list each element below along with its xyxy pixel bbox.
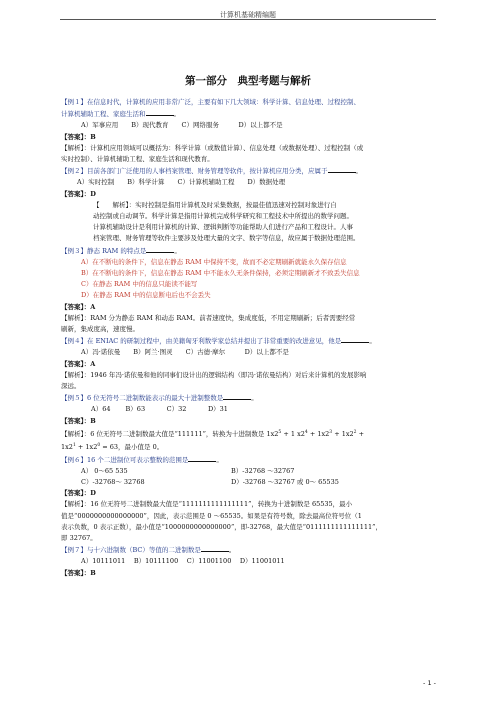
q3-explanation-cont: 刷新，集成度高，速度慢。 <box>61 325 139 334</box>
q3-option-a: A）在不断电的条件下，信息在静态 RAM 中保持不变，故而不必定期刷新就能永久保存信息 <box>81 257 347 266</box>
page-number: - 1 - <box>423 679 436 687</box>
q5-stem: 【例５】6 位无符号二进制数能表示的最大十进制整数是 。 <box>61 394 258 403</box>
q2-explanation: 【 解析】：实时控制是指用计算机及时采集数据，按最佳值迅速对控制对象进行自 动控制或自动调节。科学计算是指用计算机完成科学研究和工程技术中所提出的数学问题。 计算机辅助设计是利用计算机的计算、逻辑判断等功能帮助人们进行产品和工程设计。人事 档案管理、财务管理等软件主要涉及处理大量的文字、数字等信息，故应属于数据处理范围。 <box>93 200 360 243</box>
q1-explanation-cont: 实时控制）、计算机辅助工程、家庭生活和现代教育。 <box>61 155 214 164</box>
document-body <box>61 97 437 579</box>
q4-explanation: 【解析】：1946 年冯·诺依曼和他的同事们设计出的逻辑结构（即冯·诺依曼结构）对后来计算机的发展影响 <box>61 370 367 379</box>
answer-blank <box>146 108 174 116</box>
answer-blank <box>223 392 251 400</box>
answer-blank <box>188 454 216 462</box>
q7-answer: 【答案】：B <box>61 568 96 577</box>
q6-explanation-cont-3: 即 32767。 <box>61 534 97 543</box>
q7-options: A）10111011 B）10111100 C）11001100 D）11001011 <box>81 557 285 566</box>
q6-options-row-2: C）-32768～ 32768 D）-32768 ～32767 或 0～ 65535 <box>81 478 339 487</box>
header-title: 计算机基础精编题 <box>220 11 276 19</box>
answer-blank <box>146 245 174 253</box>
q1-explanation: 【解析】：计算机应用领域可以概括为：科学计算（或数值计算）、信息处理（或数据处理）、过程控制（或 <box>61 143 364 152</box>
q5-explanation-cont: $1x2^1 + 1x2^0 = 63$，最小值是 0。 <box>61 443 164 452</box>
q1-stem-cont: 计算机辅助工程、家庭生活和 。 <box>61 110 180 119</box>
q3-option-d: D）在静态 RAM 中的信息断电后也不会丢失 <box>81 291 211 300</box>
q6-explanation-cont-2: 表示负数，0 表示正数），最小值是“1000000000000000”，即-32768，最大值是“0111111111111111”， <box>61 522 382 531</box>
q1-answer: 【答案】：B <box>61 132 96 141</box>
q5-answer: 【答案】：B <box>61 416 96 425</box>
q6-answer: 【答案】：D <box>61 489 96 498</box>
q2-stem: 【例２】目前各部门广泛使用的人事档案管理、财务管理等软件，按计算机应用分类，应属于 。 <box>61 167 362 176</box>
q5-options: A）64 B）63 C）32 D）31 <box>91 405 228 414</box>
page-header <box>0 0 496 20</box>
q6-options-row-1: A） 0～65 535 B）-32768 ～32767 <box>81 466 295 475</box>
q1-options: A）军事应用 B）现代教育 C）网络服务 D）以上都不是 <box>81 121 283 130</box>
answer-blank <box>201 544 229 552</box>
q5-explanation: 【解析】：6 位无符号二进制数最大值是“111111”，转换为十进制数是 $1x2^5 + 1$ $x2^4 + 1x2^3 + 1x2^2$ + <box>61 429 365 439</box>
q3-explanation: 【解析】：RAM 分为静态 RAM 和动态 RAM。前者速度快，集成度低，不用定期刷新；后者需要经常 <box>61 313 356 322</box>
answer-blank <box>341 335 369 343</box>
q4-options: A）冯·诺依曼 B）阿兰·图灵 C）古德·摩尔 D）以上都不是 <box>81 348 289 357</box>
q3-answer: 【答案】：A <box>61 302 96 311</box>
q2-options: A）实时控制 B）科学计算 C）计算机辅助工程 D）数据处理 <box>77 178 286 187</box>
q6-explanation-cont-1: 值是“0000000000000000”，因此，表示范围是 0 ～65535。如果是有符号数，除去最高位符号位（1 <box>61 511 362 520</box>
q3-stem: 【例３】静态 RAM 的特点是 。 <box>61 246 181 255</box>
q4-answer: 【答案】：A <box>61 359 96 368</box>
q2-answer: 【答案】：D <box>61 189 96 198</box>
section-title: 第一部分 典型考题与解析 <box>185 75 311 87</box>
answer-blank <box>328 165 356 173</box>
q6-explanation: 【解析】：16 位无符号二进制数最大值是“1111111111111111”，转换为十进制数是 65535，最小 <box>61 500 353 509</box>
header-rule <box>60 19 436 20</box>
q4-stem: 【例４】在 ENIAC 的研制过程中，由美籍匈牙利数学家总结并提出了非常重要的改进意见，他是 。 <box>61 337 376 346</box>
q3-option-c: C）在静态 RAM 中的信息只能读不能写 <box>81 280 198 289</box>
q3-option-b: B）在不断电的条件下，信息在静态 RAM 中不能永久无条件保持，必须定期刷新才不致丢失信息 <box>81 269 360 278</box>
q1-stem: 【例１】在信息时代，计算机的应用非常广泛，主要有如下几大领域：科学计算、信息处理、过程控制、 <box>61 98 360 106</box>
q6-stem: 【例６】16 个二进制位可表示整数的范围是 。 <box>61 455 223 464</box>
q7-stem: 【例７】与十六进制数（BC）等值的二进制数是 。 <box>61 546 236 555</box>
q4-explanation-cont: 深远。 <box>61 382 81 391</box>
